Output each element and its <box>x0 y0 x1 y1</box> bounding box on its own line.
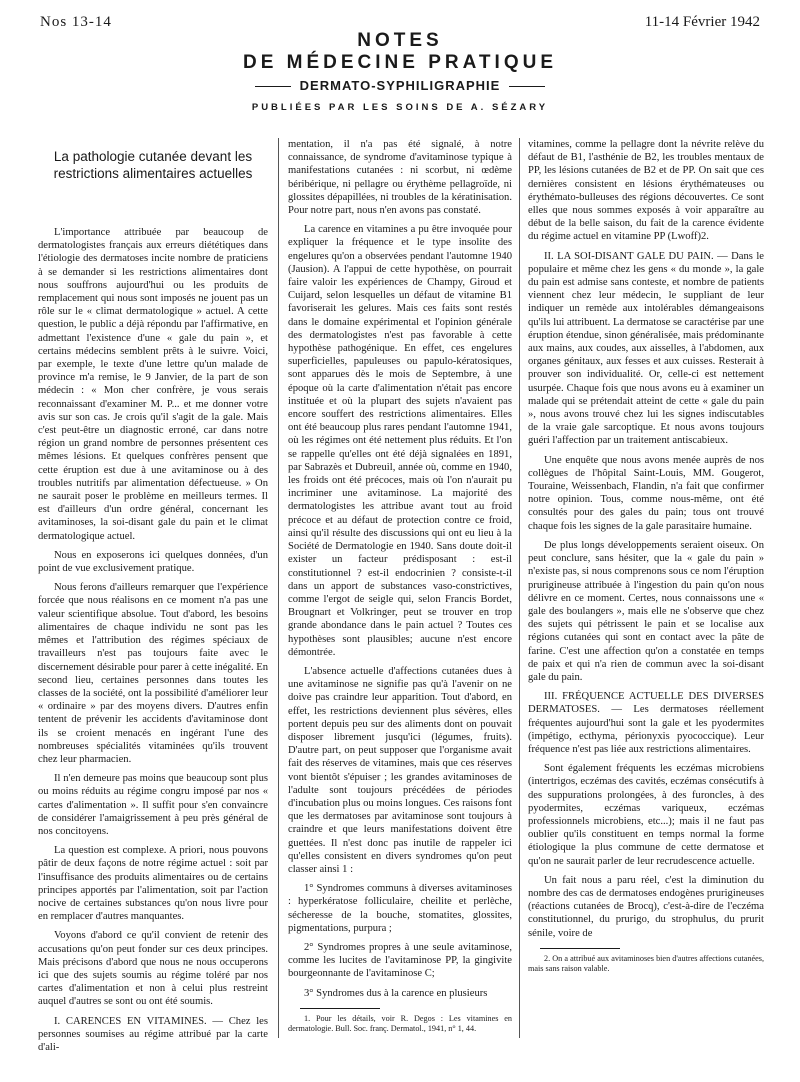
paragraph: Il n'en demeure pas moins que beaucoup sont plus ou moins réduits au régime congru imposé par nos « cartes d'alimentation ». Il suffit pour s'en convaincre de considérer l'amaigrissement à peu près général de nos concitoyens. <box>38 773 268 837</box>
footnote-2: 2. On a attribué aux avitaminoses bien d'autres affections cutanées, mais sans raison valable. <box>528 953 764 974</box>
paragraph: Nous ferons d'ailleurs remarquer que l'expérience forcée que nous réalisons en ce moment n'a pas une valeur scientifique absolue. Tout d'abord, les besoins alimentaires de chaque individu ne sont pas les mêmes et l'attribution des régimes spéciaux de travailleurs n'est pas toujours faite avec le discernement désirable pour parer à cette inégalité. En second lieu, certaines personnes dans toutes les classes de la société, ont la possibilité d'améliorer leur « ordinaire » par des moyens divers. D'autres enfin tentent de prévenir les accidents d'avitaminose dont ils se croient menacés en ingérant l'une des nombreuses spécialités vitaminées qu'ils trouvent chez leur pharmacien. <box>38 582 268 765</box>
article-column-3 <box>528 138 764 1070</box>
column-divider-1 <box>278 138 279 1038</box>
list-item: 3° Syndromes dus à la carence en plusieurs <box>304 987 488 999</box>
paragraph: mentation, il n'a pas été signalé, à notre connaissance, de syndrome d'avitaminose typique à manifestations cutanées : ni scorbut, ni œdème béribérique, ni pellagre ou érythème pellagroïde, ni glossites dépapillées, ni troubles de la kératinisation. Pour notre part, nous n'en avons pas constaté. <box>288 139 512 217</box>
journal-title-line1: NOTES <box>357 30 443 51</box>
journal-title-line2: DE MÉDECINE PRATIQUE <box>242 52 557 73</box>
section-heading-2: II. LA SOI-DISANT GALE DU PAIN. — Dans le populaire et même chez les gens « du monde », la gale du pain est admise sans conteste, et nombre de patients viennent chez leur médecin, le suppliant de leur indiquer un remède aux intolérables démangeaisons qu'ils lui attribuent. La dermatose se caractérise par une éruption étendue, sinon généralisée, mais prédominante aux mains, aux coudes, aux aisselles, à l'abdomen, aux organes génitaux, aux fesses et aux cuisses. Resterait à prouver son individualité. Or, celle-ci est nettement usurpée. Chaque fois que nous avons eu à examiner un malade qui se prétendait atteint de cette « gale du pain », nous avons trouvé chez lui les signes indiscutables de la vraie gale sarcoptique. Et nous avons toujours guéri l'affection par un traitement antiscabieux. <box>528 250 764 447</box>
issue-number: Nos 13-14 <box>40 14 112 30</box>
footnote-rule <box>300 1008 380 1009</box>
subtitle-rule-right <box>509 86 545 87</box>
paragraph: Nous en exposerons ici quelques données, d'un point de vue exclusivement pratique. <box>38 549 268 575</box>
paragraph: L'importance attribuée par beaucoup de dermatologistes français aux erreurs diététiques dans l'étiologie des dermatoses incite nombre de praticiens à se demander si les restrictions alimentaires dont nous souffrons aujourd'hui ou les produits de remplacement qui nous sont imposés ne jouent pas un rôle sur le « climat dermatologique » actuel. A cette question, le public a déjà répondu par l'affirmative, en admettant l'existence d'une « gale du pain », et certains médecins semblent prêts à le suivre. Voici, par exemple, le texte d'une lettre qu'un malade de province m'a remise, le 9 Janvier, de la part de son médecin : « Mon cher confrère, je vous serais reconnaissant d'examiner M. P... et me donner votre avis sur son cas. Je crois qu'il s'agit de la gale. Mais c'est peut-être un diagnostic erroné, car dans notre région un grand nombre de personnes présentent ces mêmes lésions. Et quelques confrères pensent que cette éruption est due à une avitaminose ou à des troubles nutritifs par alimentation défectueuse. » On ne saurait poser le problème en meilleurs termes. Il est d'ailleurs d'un ordre général, concernant les avitaminoses, la soi-disant gale du pain et le climat dermatologique actuel. <box>38 227 268 542</box>
section-heading-1: I. CARENCES EN VITAMINES. — Chez les personnes soumises au régime attribué par la carte d'ali- <box>38 1015 268 1053</box>
section-heading-3: III. FRÉQUENCE ACTUELLE DES DIVERSES DERMATOSES. — Les dermatoses réellement fréquentes aujourd'hui sont la gale et les pyodermites (impétigo, ecthyma, périonyxis pyococcique). Leur fréquence n'est pas liée aux restrictions alimentaires. <box>528 691 764 755</box>
footnote-1: 1. Pour les détails, voir R. Degos : Les vitamines en dermatologie. Bull. Soc. franç. Dermatol., 1941, n° 1, 44. <box>288 1013 512 1034</box>
issue-date: 11-14 Février 1942 <box>644 14 760 30</box>
list-item: 2° Syndromes propres à une seule avitaminose, comme les lucites de l'avitaminose PP, la gingivite bourgeonnante de l'avitaminose C; <box>288 941 512 980</box>
journal-editor: PUBLIÉES PAR LES SOINS DE A. SÉZARY <box>251 102 549 113</box>
article-column-1 <box>38 138 268 1070</box>
article-column-2 <box>288 138 512 1070</box>
column-divider-2 <box>519 138 520 1038</box>
paragraph: Sont également fréquents les eczémas microbiens (intertrigos, eczémas des cavités, eczémas consécutifs à des suppurations prolongées, à des furoncles, à des pyodermites, eczémas variqueux, eczémas professionnels microbiens, etc...); mais il ne faut pas oublier qu'ils constituent en temps normal la forme étiologique la plus commune de cette dermatose et qu'on ne saurait parler de leur recrudescence actuelle. <box>528 763 764 867</box>
paragraph: Un fait nous a paru réel, c'est la diminution du nombre des cas de dermatoses endogènes prurigineuses (réactions cutanées de Brocq), c'est-à-dire de l'eczéma constitutionnel, du prurigo, du strophulus, du prurit sénile, voire de <box>528 874 764 939</box>
article-title: La pathologie cutanée devant les restrictions alimentaires actuelles <box>53 149 253 181</box>
paragraph: La carence en vitamines a pu être invoquée pour expliquer la fréquence et le type insolite des engelures qu'on a observées pendant l'automne 1940 (Jausion). A l'appui de cette hypothèse, on pourrait faire valoir les expériences de Champy, Giroud et Cuijard, selon lesquelles un défaut de vitamine B1 favoriserait les gelures. Mais ces faits sont restés dans le domaine expérimental et l'opinion générale des dermatologistes n'est pas favorable à cette hypothèse pathogénique. En effet, ces engelures superficielles, papuleuses ou papulo-kératosiques, sont apparues dès le mois de Septembre, à une époque où la carte d'alimentation n'était pas encore instituée et où la plupart des sujets n'avaient pas encore souffert des restrictions alimentaires. Elles ont été beaucoup plus rares pendant l'automne 1941, où les régimes ont été nettement plus réduits. Et l'on se rappelle qu'elles ont été déjà signalées en 1891, par Sabrazès et Dubreuil, année où, comme en 1940, les froids ont été précoces, mais où l'on n'aurait pu incriminer une avitaminose. La majorité des dermatologistes les attribue avant tout au froid précoce et au défaut de protection contre ce froid, ainsi qu'il résulte des discussions qui ont eu lieu à la Société de Dermatologie en 1940. Sans doute doit-il exister un facteur prédisposant : est-il constitutionnel ? est-il endocrinien ? consiste-t-il dans un apport de substances vaso-constrictives, comme l'ergot de seigle qui, selon Francis Bordet, Brougnart et Volkringer, peut se trouver en trop grande abondance dans le pain actuel ? Toutes ces hypothèses sont plausibles; aucune n'est encore démontrée. <box>288 224 512 658</box>
paragraph: Voyons d'abord ce qu'il convient de retenir des accusations qu'on peut fonder sur ces deux principes. Mais précisons d'abord que nous ne nous occuperons ici que des sujets soumis au régime toléré par nos cartes d'alimentation et non à celui plus restreint auquel d'autres se sont ou ont été soumis. <box>38 930 268 1008</box>
journal-subtitle <box>0 78 800 93</box>
footnote-rule <box>540 948 620 949</box>
paragraph: Une enquête que nous avons menée auprès de nos collègues de l'hôpital Saint-Louis, MM. Gougerot, Touraine, Weissenbach, Flandin, n'a fait que confirmer notre opinion. Tous, comme nous-même, ont été consultés pour des gales du pain; tous ont trouvé chaque fois les signes de la gale parasitaire humaine. <box>528 454 764 532</box>
paragraph: vitamines, comme la pellagre dont la névrite relève du défaut de B1, l'asthénie de B2, les troubles mentaux de PP, les lésions cutanées de B2 et de PP. On sait que ces dernières consistent en lésions érythémateuses ou érythémato-bulleuses des régions découvertes. Ce sont elles que nous sommes exposés à voir apparaître au début de la belle saison, du fait de la carence évidente du régime actuel en vitamine PP (Lwoff)2. <box>528 139 764 243</box>
subtitle-rule-left <box>255 86 291 87</box>
paragraph: L'absence actuelle d'affections cutanées dues à une avitaminose ne signifie pas qu'à l'avenir on ne doive pas craindre leur apparition. Tout d'abord, en effet, les restrictions deviennent plus sévères, elles portent depuis peu sur des aliments dont on pouvait disposer librement jusqu'ici (légumes, fruits). D'autre part, on peut supposer que l'organisme avait fait des réserves de vitamines, mais que ces réserves vont bientôt s'épuiser ; les grandes avitaminoses de l'adulte sont toujours précédées de périodes d'incubation plus ou moins longues. Ces raisons font que les dermatoses par avitaminose sont toujours à craindre et que leurs manifestations doivent être guettées. Il n'est donc pas inutile de rappeler ici qu'elles consistent en divers syndromes qu'on peut classer ainsi 1 : <box>288 665 512 875</box>
list-item: 1° Syndromes communs à diverses avitaminoses : hyperkératose folliculaire, cheilite et perlèche, sécheresse de la bouche, stomatites, glossites, pigmentations, purpura ; <box>288 883 512 934</box>
paragraph: De plus longs développements seraient oiseux. On peut conclure, sans hésiter, que la « gale du pain » n'existe pas, si nous comprenons sous ce nom l'éruption prurigineuse attribuée à l'ingestion du pain qu'on nous délivre en ce moment. Certes, nous connaissons une « gale des boulangers », mais elle ne s'observe que chez des sujets qui pétrissent le pain et se localise aux régions cutanées qui sont en contact avec la pâte de farine. C'est une affection qu'on a constatée en temps de paix et qui n'a rien de commun avec la soi-disant gale du pain. <box>528 539 764 683</box>
paragraph: La question est complexe. A priori, nous pouvons pâtir de deux façons de notre régime actuel : soit par l'insuffisance des produits alimentaires ou de certains principes apportés par l'alimentation, soit par l'action nocive de certaines substances qu'on nous livre pour en remplacer d'autres manquantes. <box>38 845 268 923</box>
subtitle-text: DERMATO-SYPHILIGRAPHIE <box>299 78 501 93</box>
